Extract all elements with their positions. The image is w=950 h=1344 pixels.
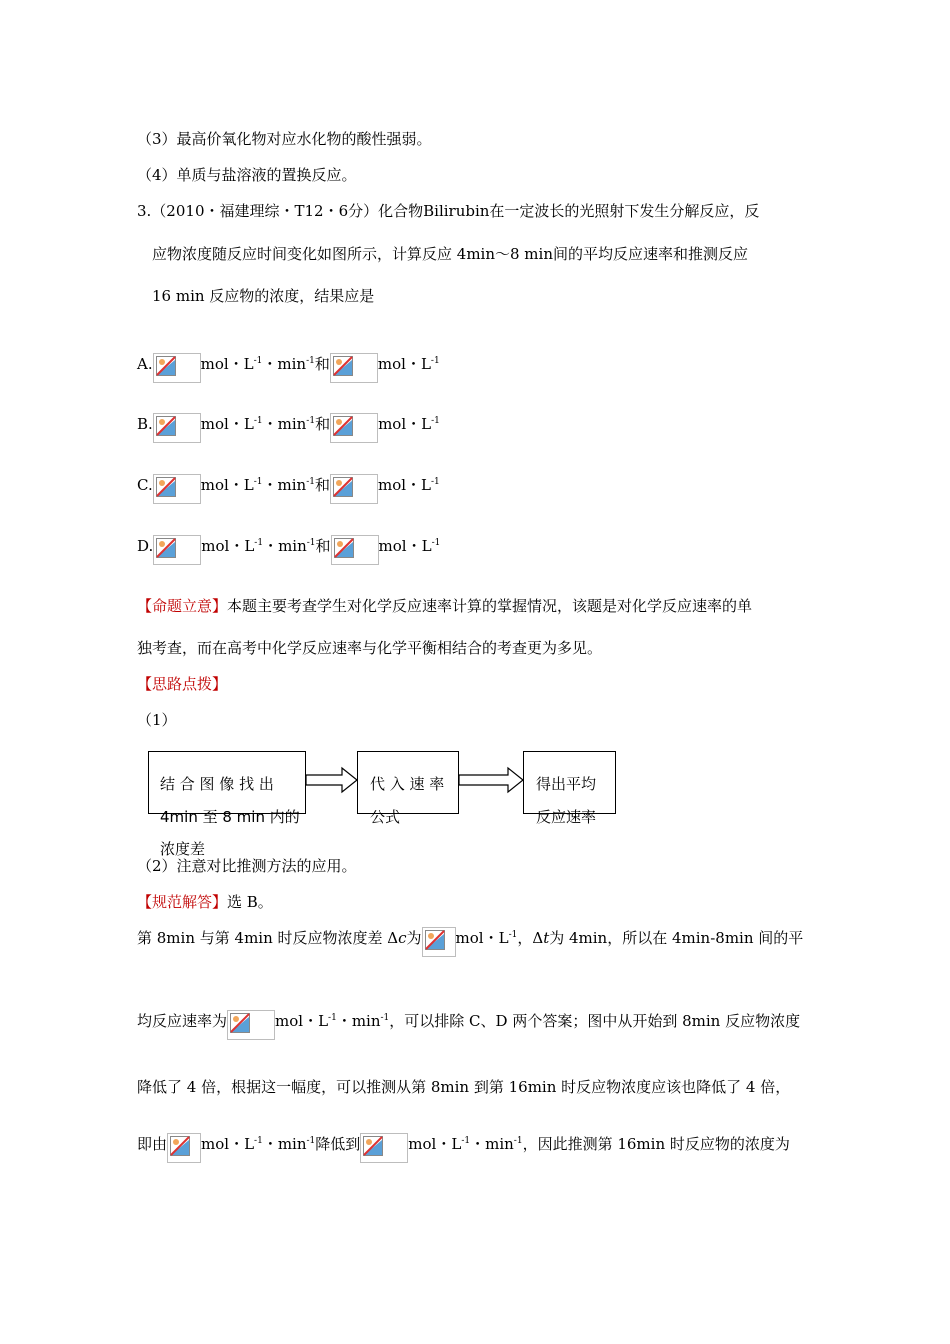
flow-arrow-2-icon [459,766,524,794]
formula-image-icon [422,927,456,957]
answer-line-4: 即由 mol・$L^{-1}$・$\min^{-1}$降低到 mol・$L^{-1}$・$\min^{-1}$，因此推测第 16min 时反应物的浓度为 [137,1133,790,1163]
formula-image-icon [153,535,201,565]
option-b: B. mol・$L^{-1}$・$\min^{-1}$和 mol・$L^{-1}$ [137,413,440,443]
question-line-1: 3.（2010・福建理综・T12・6分）化合物Bilirubin在一定波长的光照射下发生分解反应，反 [137,202,760,220]
flow-box-1-text-b: 4min 至 8 min 内的 [160,808,300,826]
flow-box-2-text-b: 公式 [370,808,401,826]
silu-step-1: （1） [137,711,177,729]
guifan-heading: 【规范解答】 [137,893,228,911]
silu-heading: 【思路点拨】 [137,675,228,693]
formula-image-icon [153,474,201,504]
formula-image-icon [153,353,201,383]
formula-image-icon [330,413,378,443]
formula-image-icon [330,474,378,504]
formula-image-icon [360,1133,408,1163]
option-c: C. mol・$L^{-1}$・$\min^{-1}$和 mol・$L^{-1}$ [137,474,440,504]
mingti-line-2: 独考查，而在高考中化学反应速率与化学平衡相结合的考查更为多见。 [137,639,603,657]
answer-line-2: 均反应速率为 mol・$L^{-1}$・$\min^{-1}$，可以排除 C、D 两个答案；图中从开始到 8min 反应物浓度 [137,1010,800,1040]
guifan-line: 【规范解答】选 B。 [137,893,273,911]
flow-box-1-text-a: 结 合 图 像 找 出 [160,775,274,793]
flow-box-1-text-c: 浓度差 [160,840,206,858]
formula-image-icon [331,535,379,565]
flow-box-3-text-b: 反应速率 [536,808,597,826]
answer-line-3: 降低了 4 倍，根据这一幅度，可以推测从第 8min 到第 16min 时反应物浓度应该也降低了 4 倍， [137,1078,791,1096]
flow-arrow-1-icon [306,766,358,794]
formula-image-icon [227,1010,275,1040]
line-3: （3）最高价氧化物对应水化物的酸性强弱。 [137,130,432,148]
silu-step-2: （2）注意对比推测方法的应用。 [137,857,357,875]
flow-box-3-text-a: 得出平均 [536,775,597,793]
flow-box-2-text-a: 代 入 速 率 [370,775,445,793]
question-line-3: 16 min 反应物的浓度，结果应是 [152,287,375,305]
formula-image-icon [153,413,201,443]
option-d: D. mol・$L^{-1}$・$\min^{-1}$和 mol・$L^{-1}$ [137,535,440,565]
line-4: （4）单质与盐溶液的置换反应。 [137,166,357,184]
mingti-line-1: 【命题立意】本题主要考查学生对化学反应速率计算的掌握情况，该题是对化学反应速率的单 [137,597,753,615]
option-a: A. mol・$L^{-1}$・$\min^{-1}$和 mol・$L^{-1}$ [137,353,440,383]
formula-image-icon [330,353,378,383]
mingti-heading: 【命题立意】 [137,597,228,615]
formula-image-icon [167,1133,201,1163]
answer-line-1: 第 8min 与第 4min 时反应物浓度差 Δc为 mol・$L^{-1}$，Δt为 4min，所以在 4min-8min 间的平 [137,927,803,957]
question-line-2: 应物浓度随反应时间变化如图所示，计算反应 4min～8 min间的平均反应速率和推测反应 [152,245,748,263]
